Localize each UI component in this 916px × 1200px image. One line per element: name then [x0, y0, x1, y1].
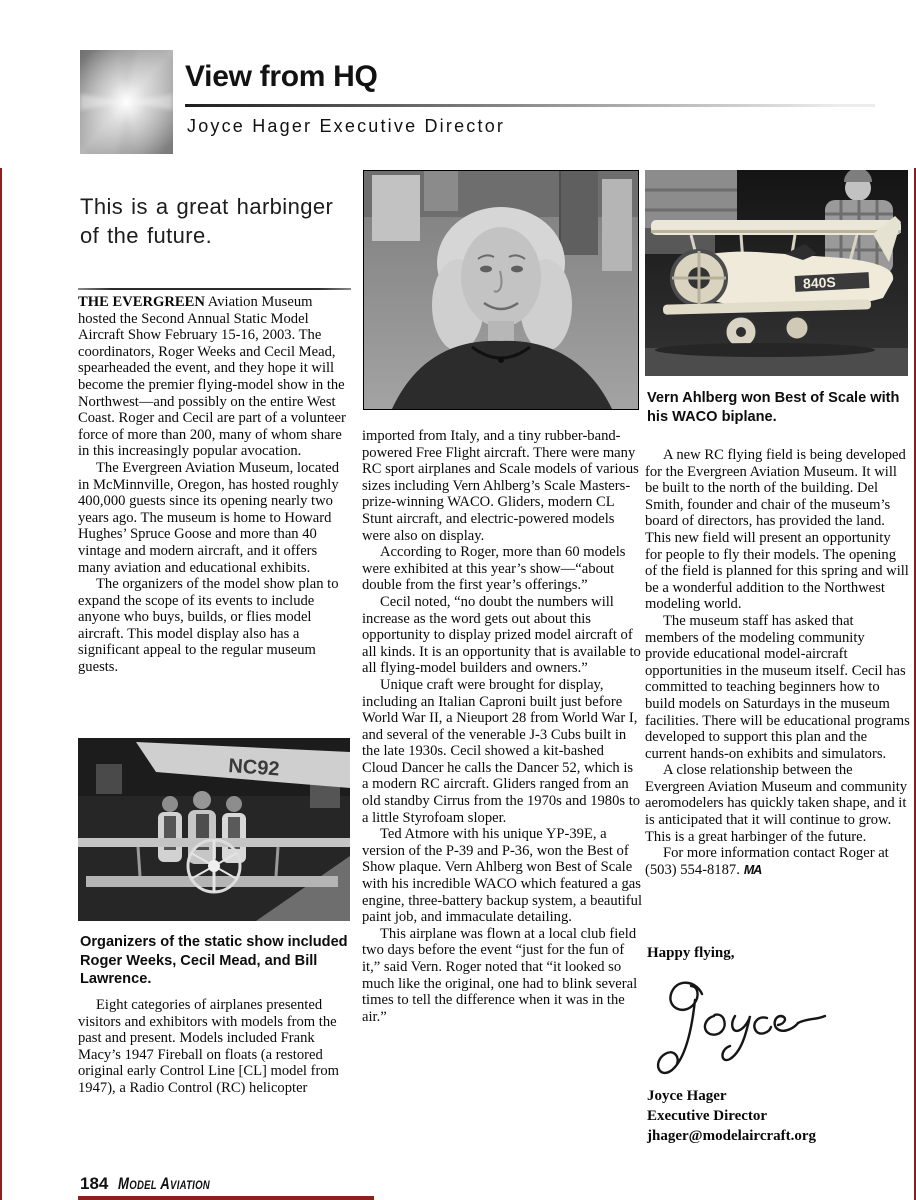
page-title: View from HQ [185, 60, 378, 93]
header-rule [185, 104, 875, 107]
paragraph [645, 845, 910, 878]
paragraph: The museum staff has asked that members of the modeling community provide educational model-aircraft opportunities in the museum itself. Cecil has committed to teaching beginners how to build models on Saturdays in the museum facilities. There will be educational programs developed to support this plan and the current hands-on exhibits and simulators. [645, 612, 910, 762]
paragraph: A new RC flying field is being developed for the Evergreen Aviation Museum. It will be built to the north of the building. Del Smith, founder and chair of the museum’s board of directors, has provided the land. This new field will present an opportunity for people to fly their models. The opening of the field is planned for this spring and will be a wonderful addition to the Northwest modeling world. [645, 447, 909, 613]
ma-end-logo: MA [743, 862, 762, 877]
paragraph: The organizers of the model show plan to expand the scope of its events to include anyone who buys, builds, or flies model aircraft. This model display also has a significant appeal to the regular museum guests. [78, 576, 339, 676]
photo-caption-waco: Vern Ahlberg won Best of Scale with his WACO biplane. [647, 390, 900, 425]
signature-block [647, 1086, 816, 1146]
footer-red-rule [78, 1196, 374, 1200]
page-number: 184 [80, 1174, 109, 1193]
paragraph-text: Aviation Museum hosted the Second Annual Static Model Aircraft Show February 15-16, 2003. The coordinators, Roger Weeks and Cecil Mead, spearheaded the event, and they hope it will become the premier flying-model show in the Northwest—and possibly on the entire West Coast. Roger and Cecil are part of a volunteer force of more than 200, many of whom share in this increasingly popular avocation. [78, 294, 346, 460]
joyce-signature [650, 972, 860, 1082]
fuselage-marking: 840S [802, 273, 837, 292]
waco-biplane-photo [645, 170, 908, 376]
column3-text [645, 447, 910, 878]
paragraph: The Evergreen Aviation Museum, located in McMinnville, Oregon, has hosted roughly 400,000 guests since its opening nearly two years ago. The museum is home to Howard Hughes’ Spruce Goose and more than 40 vintage and modern aircraft, and it offers many aviation and educational exhibits. [78, 459, 340, 576]
lead-in: THE EVERGREEN [78, 294, 205, 310]
signer-email: jhager@modelaircraft.org [647, 1128, 817, 1144]
pull-quote: This is a great harbinger of the future. [80, 194, 334, 248]
byline: Joyce Hager Executive Director [187, 116, 506, 136]
paragraph: A close relationship between the Evergreen Aviation Museum and community aeromodelers has quickly taken shape, and it is anticipated that it will continue to grow. This is a great harbinger of the future. [645, 762, 908, 845]
column2-text [362, 428, 643, 1025]
paragraph: Ted Atmore with his unique YP-39E, a version of the P-39 and P-36, won the Best of Show plaque. Vern Ahlberg won Best of Scale with his incredible WACO which featured a gas engine, three-battery backup system, a beautiful paint job, and immaculate detailing. [362, 826, 643, 926]
paragraph [78, 294, 352, 460]
paragraph: According to Roger, more than 60 models were exhibited at this year’s show—“about double from the first year’s offerings.” [362, 544, 626, 594]
paragraph-text: For more information contact Roger at (503) 554-8187. [645, 845, 889, 878]
paragraph: imported from Italy, and a tiny rubber-band-powered Free Flight aircraft. There were many RC sport airplanes and Scale models of various sizes including Vern Ahlberg’s Scale Masters-prize-winning WACO. Gliders, modern CL Stunt aircraft, and electric-powered models were also on display. [362, 428, 639, 544]
closing-salutation: Happy flying, [647, 945, 735, 961]
signer-title: Executive Director [647, 1108, 768, 1124]
paragraph: Eight categories of airplanes presented visitors and exhibitors with models from the past and present. Models included Frank Macy’s 1947 Fireball on floats (a restored original early Control Line [CL] model from 1947), a Radio Control (RC) helicopter [78, 997, 339, 1096]
static-show-photo [78, 738, 350, 921]
column1-text [78, 294, 352, 676]
joyce-hager-portrait-photo [363, 170, 639, 410]
wing-registration: NC92 [227, 755, 281, 781]
photo-caption-organizers: Organizers of the static show included Roger Weeks, Cecil Mead, and Bill Lawrence. [80, 934, 348, 988]
column-rule [78, 288, 351, 290]
left-red-rule [0, 168, 2, 1200]
signer-name: Joyce Hager [647, 1088, 727, 1104]
magazine-name: Model Aviation [118, 1175, 210, 1193]
paragraph: Cecil noted, “no doubt the numbers will increase as the word gets out about this opportunity to display prized model aircraft of all kinds. It is an opportunity that is available to all flying-model builders and owners.” [362, 593, 641, 677]
gradient-badge-icon [80, 50, 173, 154]
column1-text-continued [78, 997, 352, 1097]
paragraph: Unique craft were brought for display, including an Italian Caproni built just before World War II, a Nieuport 28 from World War I, and several of the venerable J-3 Cubs built in the late 1930s. Cecil showed a kit-bashed Cloud Dancer he calls the Dancer 52, which is a modern RC aircraft. Gliders ranged from an old standby Cirrus from the 1970s and 1980s to a little Styrofoam sloper. [362, 676, 641, 826]
paragraph: This airplane was flown at a local club field two days before the event “just for the fun of it,” said Vern. Roger noted that “it looked so much like the original, one had to blink several times to tell the difference when it was in the air.” [362, 925, 638, 1025]
